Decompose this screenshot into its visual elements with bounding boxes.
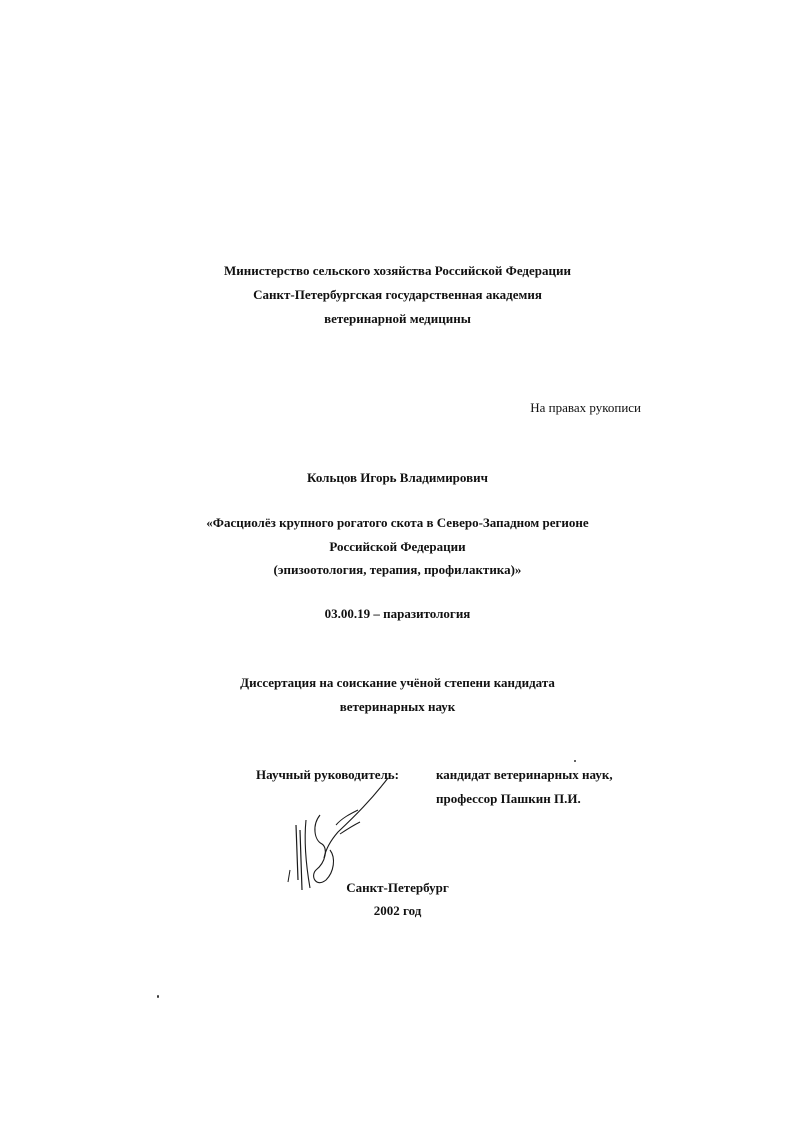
- manuscript-rights-note: На правах рукописи: [530, 400, 641, 415]
- specialty-code: 03.00.19 – паразитология: [324, 606, 471, 621]
- academy-heading-line2: ветеринарной медицины: [324, 311, 471, 326]
- supervisor-degree: кандидат ветеринарных наук,: [436, 767, 613, 782]
- academy-heading-line1: Санкт-Петербургская государственная академия: [253, 287, 542, 302]
- year: 2002 год: [373, 903, 422, 918]
- scan-speck: [157, 995, 159, 998]
- supervisor-label: Научный руководитель:: [256, 767, 399, 782]
- degree-statement-line1: Диссертация на соискание учёной степени кандидата: [240, 675, 555, 690]
- degree-statement-line2: ветеринарных наук: [339, 699, 456, 714]
- dissertation-title-line1: «Фасциолёз крупного рогатого скота в Северо-Западном регионе: [206, 515, 589, 530]
- dissertation-title-line2: Российской Федерации: [329, 539, 466, 554]
- author-name: Кольцов Игорь Владимирович: [307, 470, 488, 485]
- supervisor-name: профессор Пашкин П.И.: [436, 791, 581, 806]
- city: Санкт-Петербург: [346, 880, 449, 895]
- ministry-heading: Министерство сельского хозяйства Российской Федерации: [224, 263, 571, 278]
- scan-speck: [574, 760, 576, 762]
- dissertation-title-line3: (эпизоотология, терапия, профилактика)»: [273, 562, 522, 577]
